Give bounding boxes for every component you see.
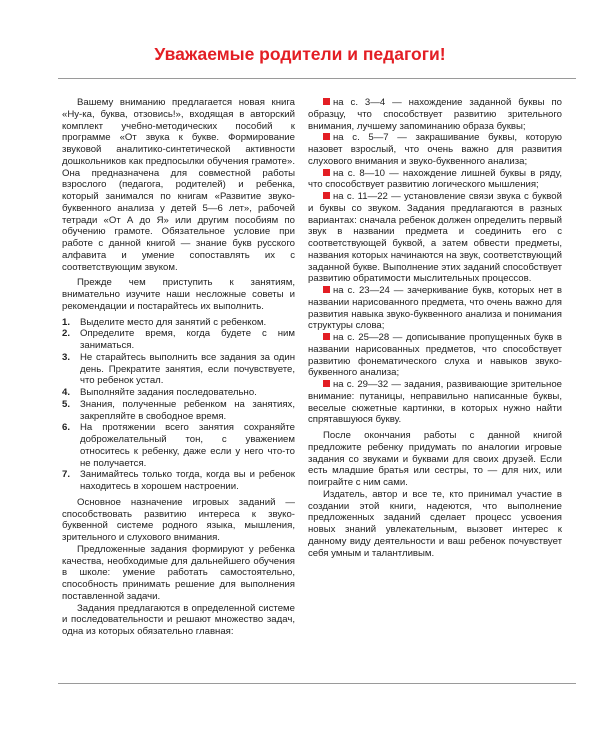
page-title: Уважаемые родители и педагоги! [154, 44, 446, 64]
purpose-paragraph: Основное назначение игровых заданий — способствовать развитию интереса к звуко-буквенной системе родного языка, мышления, зрительного и слухового внимания. [62, 496, 295, 543]
before-start-paragraph: Прежде чем приступить к занятиям, внимательно изучите наши несложные советы и рекомендации и постарайтесь их выполнить. [62, 277, 295, 312]
list-item: 2. Определите время, когда будете с ним заниматься. [62, 328, 295, 351]
recommendations-list [62, 317, 295, 493]
after-paragraph: После окончания работы с данной книгой предложите ребенку придумать по аналогии игровые задания со звуками и буквами для своих друзей. Если есть младшие братья или сестры, то — для них, или поиграйте с ним сами. [308, 430, 562, 488]
red-square-bullet-icon [323, 286, 330, 293]
task-item: на с. 25—28 — дописывание пропущенных букв в названии нарисованных предметов, что способствует развитию фонематического слуха и навыков звуко-буквенного анализа; [308, 332, 562, 379]
list-item: 6. На протяжении всего занятия сохраняйте доброжелательный тон, с уважением относитесь к ребенку, даже если у него что-то не получается. [62, 422, 295, 469]
bottom-divider [58, 683, 576, 684]
red-square-bullet-icon [323, 98, 330, 105]
list-item: 4. Выполняйте задания последовательно. [62, 387, 257, 398]
task-item: на с. 5—7 — закрашивание буквы, которую назовет взрослый, что очень важно для развития слухового внимания и звуко-буквенного анализа; [308, 132, 562, 167]
top-divider [58, 78, 576, 79]
red-square-bullet-icon [323, 333, 330, 340]
tasks-system-paragraph: Задания предлагаются в определенной системе и последовательности и решают множество задач, одна из которых обязательно главная: [62, 602, 295, 637]
red-square-bullet-icon [323, 133, 330, 140]
red-square-bullet-icon [323, 380, 330, 387]
tasks-form-paragraph: Предложенные задания формируют у ребенка качества, необходимые для дальнейшего обучения в школе: умение работать самостоятельно, способность принимать решение для выполнения поставленной задачи. [62, 543, 295, 602]
left-column [62, 97, 295, 638]
list-item: 5. Знания, полученные ребенком на занятиях, закрепляйте в свободное время. [62, 398, 295, 422]
intro-paragraph: Вашему вниманию предлагается новая книга «Ну-ка, буква, отзовись!», входящая в авторский комплект учебно-методических пособий к программе «От звука к букве. Формирование звуковой аналитико-синтетической активности дошкольников как предпосылки обучения грамоте». Она предназначена для совместной работы взрослого (педагога, родителей) и ребенка, который занимался по книгам «Развитие звуко-буквенного анализа у детей 5—6 лет», рабочей тетради «От А до Я» или другим пособиям по обучению грамоте. Обязательное условие при работе с данной книгой — знание букв русского алфавита и умение сопоставлять их с соответствующим звуком. [62, 97, 295, 273]
red-square-bullet-icon [323, 169, 330, 176]
closing-paragraph: Издатель, автор и все те, кто принимал участие в создании этой книги, надеются, что выполнение предложенных заданий сделает процесс усвоения новых знаний увлекательным, вызовет интерес к данному виду деятельности и ваш ребенок почувствует себя умным и талантливым. [308, 488, 562, 559]
task-item: на с. 29—32 — задания, развивающие зрительное внимание: путаницы, неправильно написанные буквы, веселые сюжетные картинки, в которых нужно найти спрятавшуюся букву. [308, 379, 562, 426]
red-square-bullet-icon [323, 192, 330, 199]
task-item: на с. 3—4 — нахождение заданной буквы по образцу, что способствует развитию зрительного внимания, лучшему запоминанию образа буквы; [308, 97, 562, 132]
list-item: 7. Занимайтесь только тогда, когда вы и ребенок находитесь в хорошем настроении. [62, 469, 295, 492]
task-item: на с. 11—22 — установление связи звука с буквой и буквы со звуком. Задания предлагаются в разных вариантах: сначала ребенок должен определить первый звук в названии предмета и соединить его с соответствующей буквой, а затем обвести предметы, названия которых начинаются на звук, соответствующий заданной букве. Выполнение этих заданий способствует развитию обратимости мыслительных процессов. [308, 191, 562, 285]
list-item: 1. Выделите место для занятий с ребенком. [62, 316, 267, 328]
task-item: на с. 23—24 — зачеркивание букв, которых нет в названии нарисованного предмета, что очень важно для развития навыка звуко-буквенного анализа и понимания структуры слова; [308, 285, 562, 332]
list-item: 3. Не старайтесь выполнить все задания за один день. Прекратите занятия, если почувствуете, что ребенок устал. [62, 351, 295, 387]
right-column [308, 97, 562, 559]
task-item: на с. 8—10 — нахождение лишней буквы в ряду, что способствует развитию логического мышления; [308, 167, 562, 191]
